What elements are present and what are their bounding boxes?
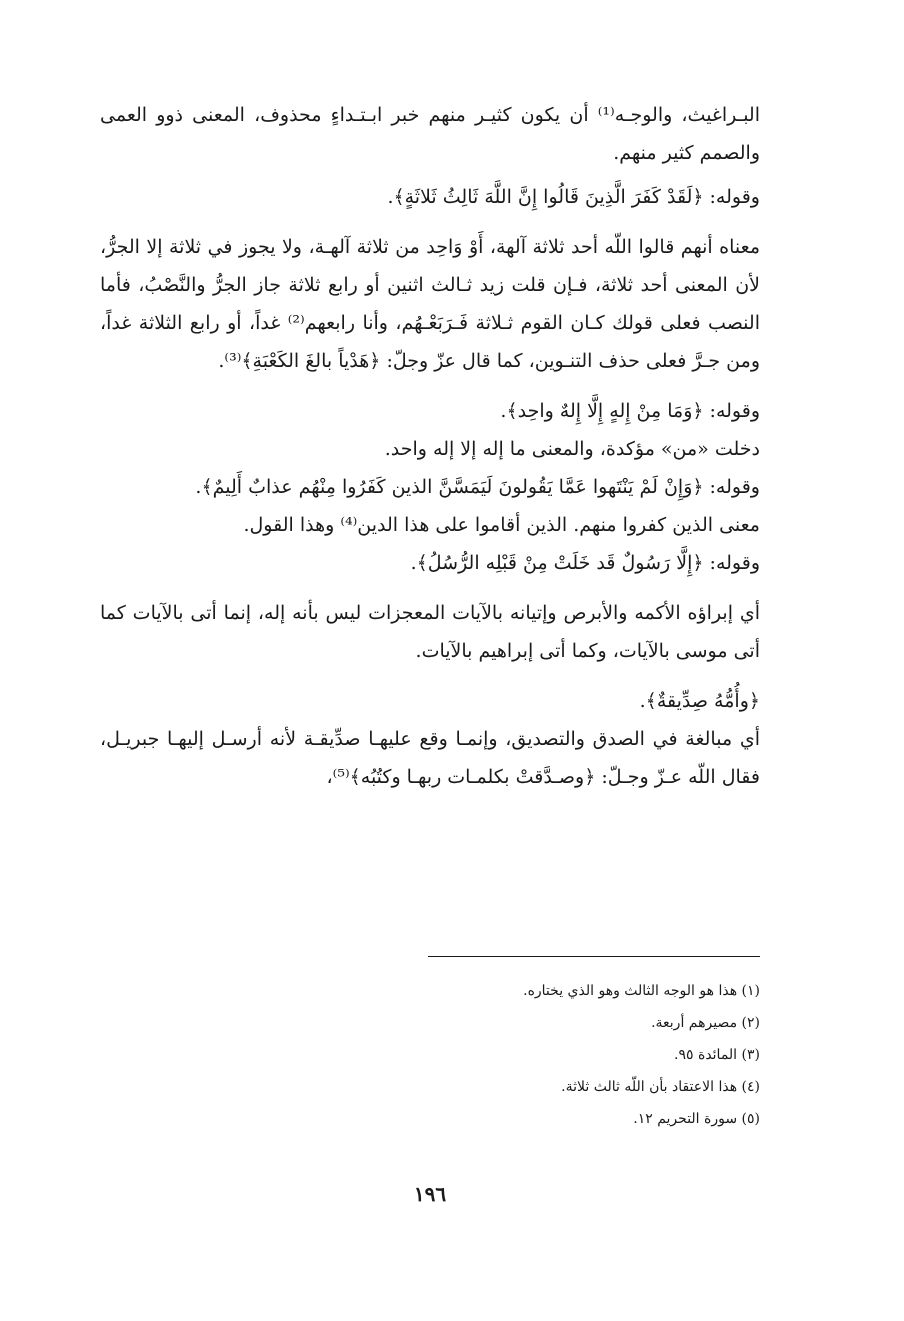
footnote-item: (١) هذا هو الوجه الثالث وهو الذي يختاره. [523,983,760,999]
paragraph-verse-quote: ﴿وأُمُّهُ صِدِّيقةٌ﴾. [639,690,760,712]
paragraph-explanation: معنى الذين كفروا منهم. الذين أقاموا على هذا الدين⁽⁴⁾ وهذا القول. [243,514,760,536]
paragraph-verse-quote: وقوله: ﴿وَإِنْ لَمْ يَنْتَهوا عَمَّا يَقُولونَ لَيَمَسَّنَّ الذين كَفَرُوا مِنْهُم عذابٌ أَلِيمٌ﴾. [195,476,760,498]
paragraph-explanation: أي مبالغة في الصدق والتصديق، وإنمـا وقع عليهـا صدِّيقـة لأنه أرسـل إليهـا جبريـل، فقال اللّه عـزّ وجـلّ: ﴿وصـدَّقتْ بكلمـات ربهـا وكتُبُه﴾⁽⁵⁾، [100,728,760,788]
footnotes [428,975,760,1135]
paragraph-verse-quote: وقوله: ﴿إِلَّا رَسُولٌ قَد خَلَتْ مِنْ قَبْلِه الرُّسُلُ﴾. [410,552,760,574]
paragraph-explanation: أي إبراؤه الأكمه والأبرص وإتيانه بالآيات المعجزات ليس بأنه إله، إنما أتى بالآيات كما أتى موسى بالآيات، وكما أتى إبراهيم بالآيات. [100,602,760,662]
main-text [100,96,760,796]
paragraph-intro: البـراغيث، والوجـه⁽¹⁾ أن يكون كثيـر منهم خبر ابـتـداءٍ محذوف، المعنى ذوو العمى والصمم كثير منهم. [100,104,761,164]
paragraph-verse-quote: وقوله: ﴿لَقَدْ كَفَرَ الَّذِينَ قَالُوا إِنَّ اللَّهَ ثَالِثُ ثَلاثَةٍ﴾. [387,186,760,208]
footnote-item: (٣) المائدة ٩٥. [674,1047,760,1063]
paragraph-explanation: دخلت «من» مؤكدة، والمعنى ما إله إلا إله واحد. [384,438,760,460]
footnote-item: (٢) مصيرهم أربعة. [651,1015,760,1031]
paragraph-verse-quote: وقوله: ﴿وَمَا مِنْ إِلهٍ إِلَّا إِلهٌ واحِد﴾. [500,400,760,422]
footnote-item: (٥) سورة التحريم ١٢. [633,1111,760,1127]
footnote-divider [428,956,760,957]
footnote-item: (٤) هذا الاعتقاد بأن اللّه ثالث ثلاثة. [561,1079,760,1095]
page-number: ١٩٦ [413,1182,447,1206]
paragraph-explanation: معناه أنهم قالوا اللّه أحد ثلاثة آلهة، أَوْ وَاحِد من ثلاثة آلهـة، ولا يجوز في ثلاثة إلا الجرُّ، لأن المعنى أحد ثلاثة، فـإن قلت زيد ثـالث اثنين أو رابع ثلاثة جاز الجرُّ والنَّصْبُ، فأما النصب فعلى قولك كـان القوم ثـلاثة فَـرَبَعْـهُم، وأنا رابعهم⁽²⁾ غداً، أو رابع الثلاثة غداً، ومن جـرَّ فعلى حذف التنـوين، كما قال عزّ وجلّ: ﴿هَدْياً بالغَ الكَعْبَةِ﴾⁽³⁾. [100,236,760,372]
